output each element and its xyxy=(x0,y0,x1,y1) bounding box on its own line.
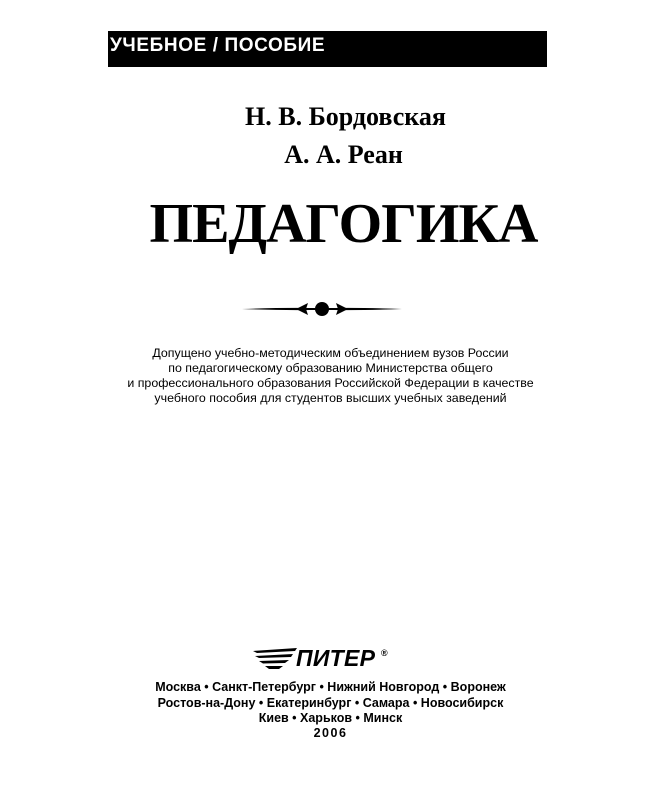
ornament-divider-icon xyxy=(240,297,404,321)
approval-text xyxy=(0,346,661,406)
publisher-logo xyxy=(251,645,391,673)
author-1: Н. В. Бордовская xyxy=(245,102,446,131)
book-title: ПЕДАГОГИКА xyxy=(149,193,538,255)
cities-line: Ростов-на-Дону • Екатеринбург • Самара • Новосибирск xyxy=(157,695,504,710)
approval-line: Допущено учебно-методическим объединением вузов России xyxy=(152,346,509,360)
cities-line: Киев • Харьков • Минск xyxy=(258,711,403,725)
series-banner xyxy=(108,31,547,67)
series-label: УЧЕБНОЕ / ПОСОБИЕ xyxy=(110,35,326,56)
publication-year: 2006 xyxy=(313,726,348,740)
cities-line: Москва • Санкт-Петербург • Нижний Новгород • Воронеж xyxy=(155,680,506,694)
publisher-swoosh-icon xyxy=(251,645,299,673)
publisher-name: ПИТЕР xyxy=(296,645,376,671)
approval-line: по педагогическому образованию Министерства общего xyxy=(168,361,493,375)
author-2: А. А. Реан xyxy=(284,140,403,169)
approval-line: и профессионального образования Российской Федерации в качестве xyxy=(127,376,534,390)
registered-mark: ® xyxy=(381,648,388,658)
approval-line: учебного пособия для студентов высших учебных заведений xyxy=(154,391,507,405)
publisher-cities xyxy=(0,680,661,727)
